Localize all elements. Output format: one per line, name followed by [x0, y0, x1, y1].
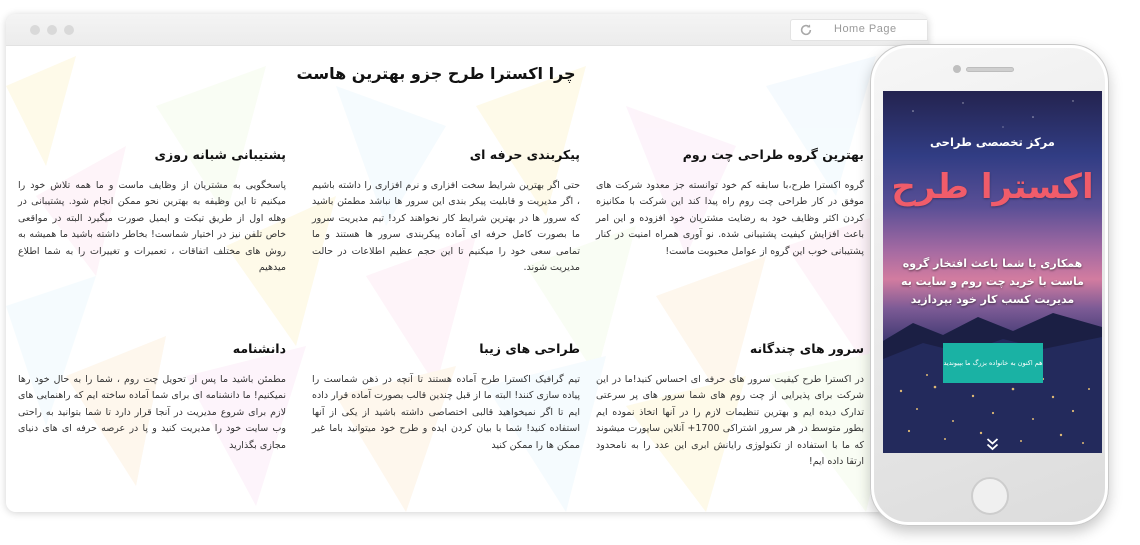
page-content [6, 46, 928, 512]
feature-title: بهترین گروه طراحی چت روم [682, 147, 864, 162]
address-text: Home Page [834, 23, 897, 35]
feature-text: در اکسترا طرح کیفیت سرور های حرفه ای احساس کنید!ما در این شرکت برای پذیرایی از چت روم های شما سرور های پر سرعتی تدارک دیده ایم و بهترین تنظیمات لازم را در آنها اتخاذ نموده ایم بطور متوسط در هر سرور اشتراکی 1700+ آنلاین ساپورت میشوند که ما با استفاده از تکنولوژی رایانش ابری این عدد را به نامحدود ارتقا داده ایم! [596, 374, 864, 468]
browser-toolbar [6, 14, 928, 46]
feature-text: گروه اکسترا طرح،با سابقه کم خود توانسته جز معدود شرکت های موفق در کار طراحی چت روم راه پیدا کند این شرکت با مکانیزه کردن اکثر وظایف خود به رضایت مشتریان خود افزوده و این امر باعث افزایش کیفیت پشتیبانی شده. نو آوری همراه امنیت در کنار پشتیبانی خوب این گروه از عوامل محبوبت ماست! [596, 180, 864, 257]
feature-configuration [312, 146, 580, 276]
window-close-dot[interactable] [30, 25, 40, 35]
feature-title: دانشنامه [232, 341, 286, 356]
phone-camera [953, 65, 961, 73]
feature-title: پشتیبانی شبانه روزی [154, 147, 286, 162]
phone-screen [883, 91, 1102, 453]
feature-beautiful-design [312, 340, 580, 454]
join-button[interactable]: هم اکنون به خانواده بزرگ ما بپیوندید [943, 343, 1043, 383]
feature-chatroom-design [596, 146, 864, 260]
feature-text: پاسخگویی به مشتریان از وظایف ماست و ما همه تلاش خود را میکنیم تا این وظیفه به بهترین نحو ممکن انجام شود. پشتیبانی در وهله اول از طریق تیکت و ایمیل صورت میگیرد البته در مواقعی خاص تلفن نیز در اختیار شماست! بخاطر داشته باشید ما همیشه به روش های مختلف اتفاقات ، تعمیرات و تغییرات را به شما اطلاع میدهیم [18, 180, 286, 274]
window-maximize-dot[interactable] [64, 25, 74, 35]
feature-text: تیم گرافیک اکسترا طرح آماده هستند تا آنچه در ذهن شماست را پیاده سازی کنند! البته ما از قبل چندین قالب بصورت آماده قرار داده ایم تا اگر نمیخواهید قالبی اختصاصی داشته باشید از یکی از آنها استفاده کنید! شما با بیان کردن ایده و طرح خود میتوانید باما غیر ممکن ها را ممکن کنید [312, 374, 580, 451]
hero-subtitle: مرکز تخصصی طراحی [930, 135, 1055, 149]
feature-support [18, 146, 286, 276]
reload-icon[interactable] [799, 23, 813, 37]
window-minimize-dot[interactable] [47, 25, 57, 35]
feature-title: سرور های چندگانه [749, 341, 864, 356]
feature-title: پیکربندی حرفه ای [469, 147, 580, 162]
feature-servers [596, 340, 864, 470]
feature-text: حتی اگر بهترین شرایط سخت افزاری و نرم افزاری را داشته باشیم ، اگر مدیریت و قابلیت پیکر بندی این سرور ها نباشد مطمئن باشید که سرور ها در بهترین شرایط کار نخواهند کرد! تیم مدیریت سرور ما بصورت کامل حرفه ای آماده پیکربندی سرور ها هستند و ما تمامی سعی خود را میکنیم تا این حجم عظیم اطلاعات در حالت مدیریت شوند. [312, 180, 580, 274]
address-bar[interactable] [790, 19, 928, 41]
phone-home-button[interactable] [971, 477, 1009, 515]
hero-brand: اکسترا طرح [891, 167, 1094, 207]
feature-text: مطمئن باشید ما پس از تحویل چت روم ، شما را به حال خود رها نمیکنیم! ما دانشنامه ای برای شما آماده ساخته ایم که راهنمایی های لازم برای شروع مدیریت در آنجا قرار دارد تا شما بتوانید به راحتی وب سایت خود را مدیریت کنید و پا در عرصه حرفه ای های دنیای مجازی بگذارید [18, 374, 286, 451]
feature-title: طراحی های زیبا [479, 341, 580, 356]
phone-mockup [870, 44, 1109, 526]
feature-knowledge-base [18, 340, 286, 454]
browser-window [6, 14, 928, 512]
section-title: چرا اکسترا طرح جزو بهترین هاست [296, 64, 576, 83]
scroll-down-icon[interactable] [986, 437, 999, 451]
phone-speaker [966, 67, 1014, 72]
hero-description: همکاری با شما باعث افتخار گروه ماست با خرید چت روم و سایت به مدیریت کسب کار خود بپردازید [901, 257, 1084, 306]
